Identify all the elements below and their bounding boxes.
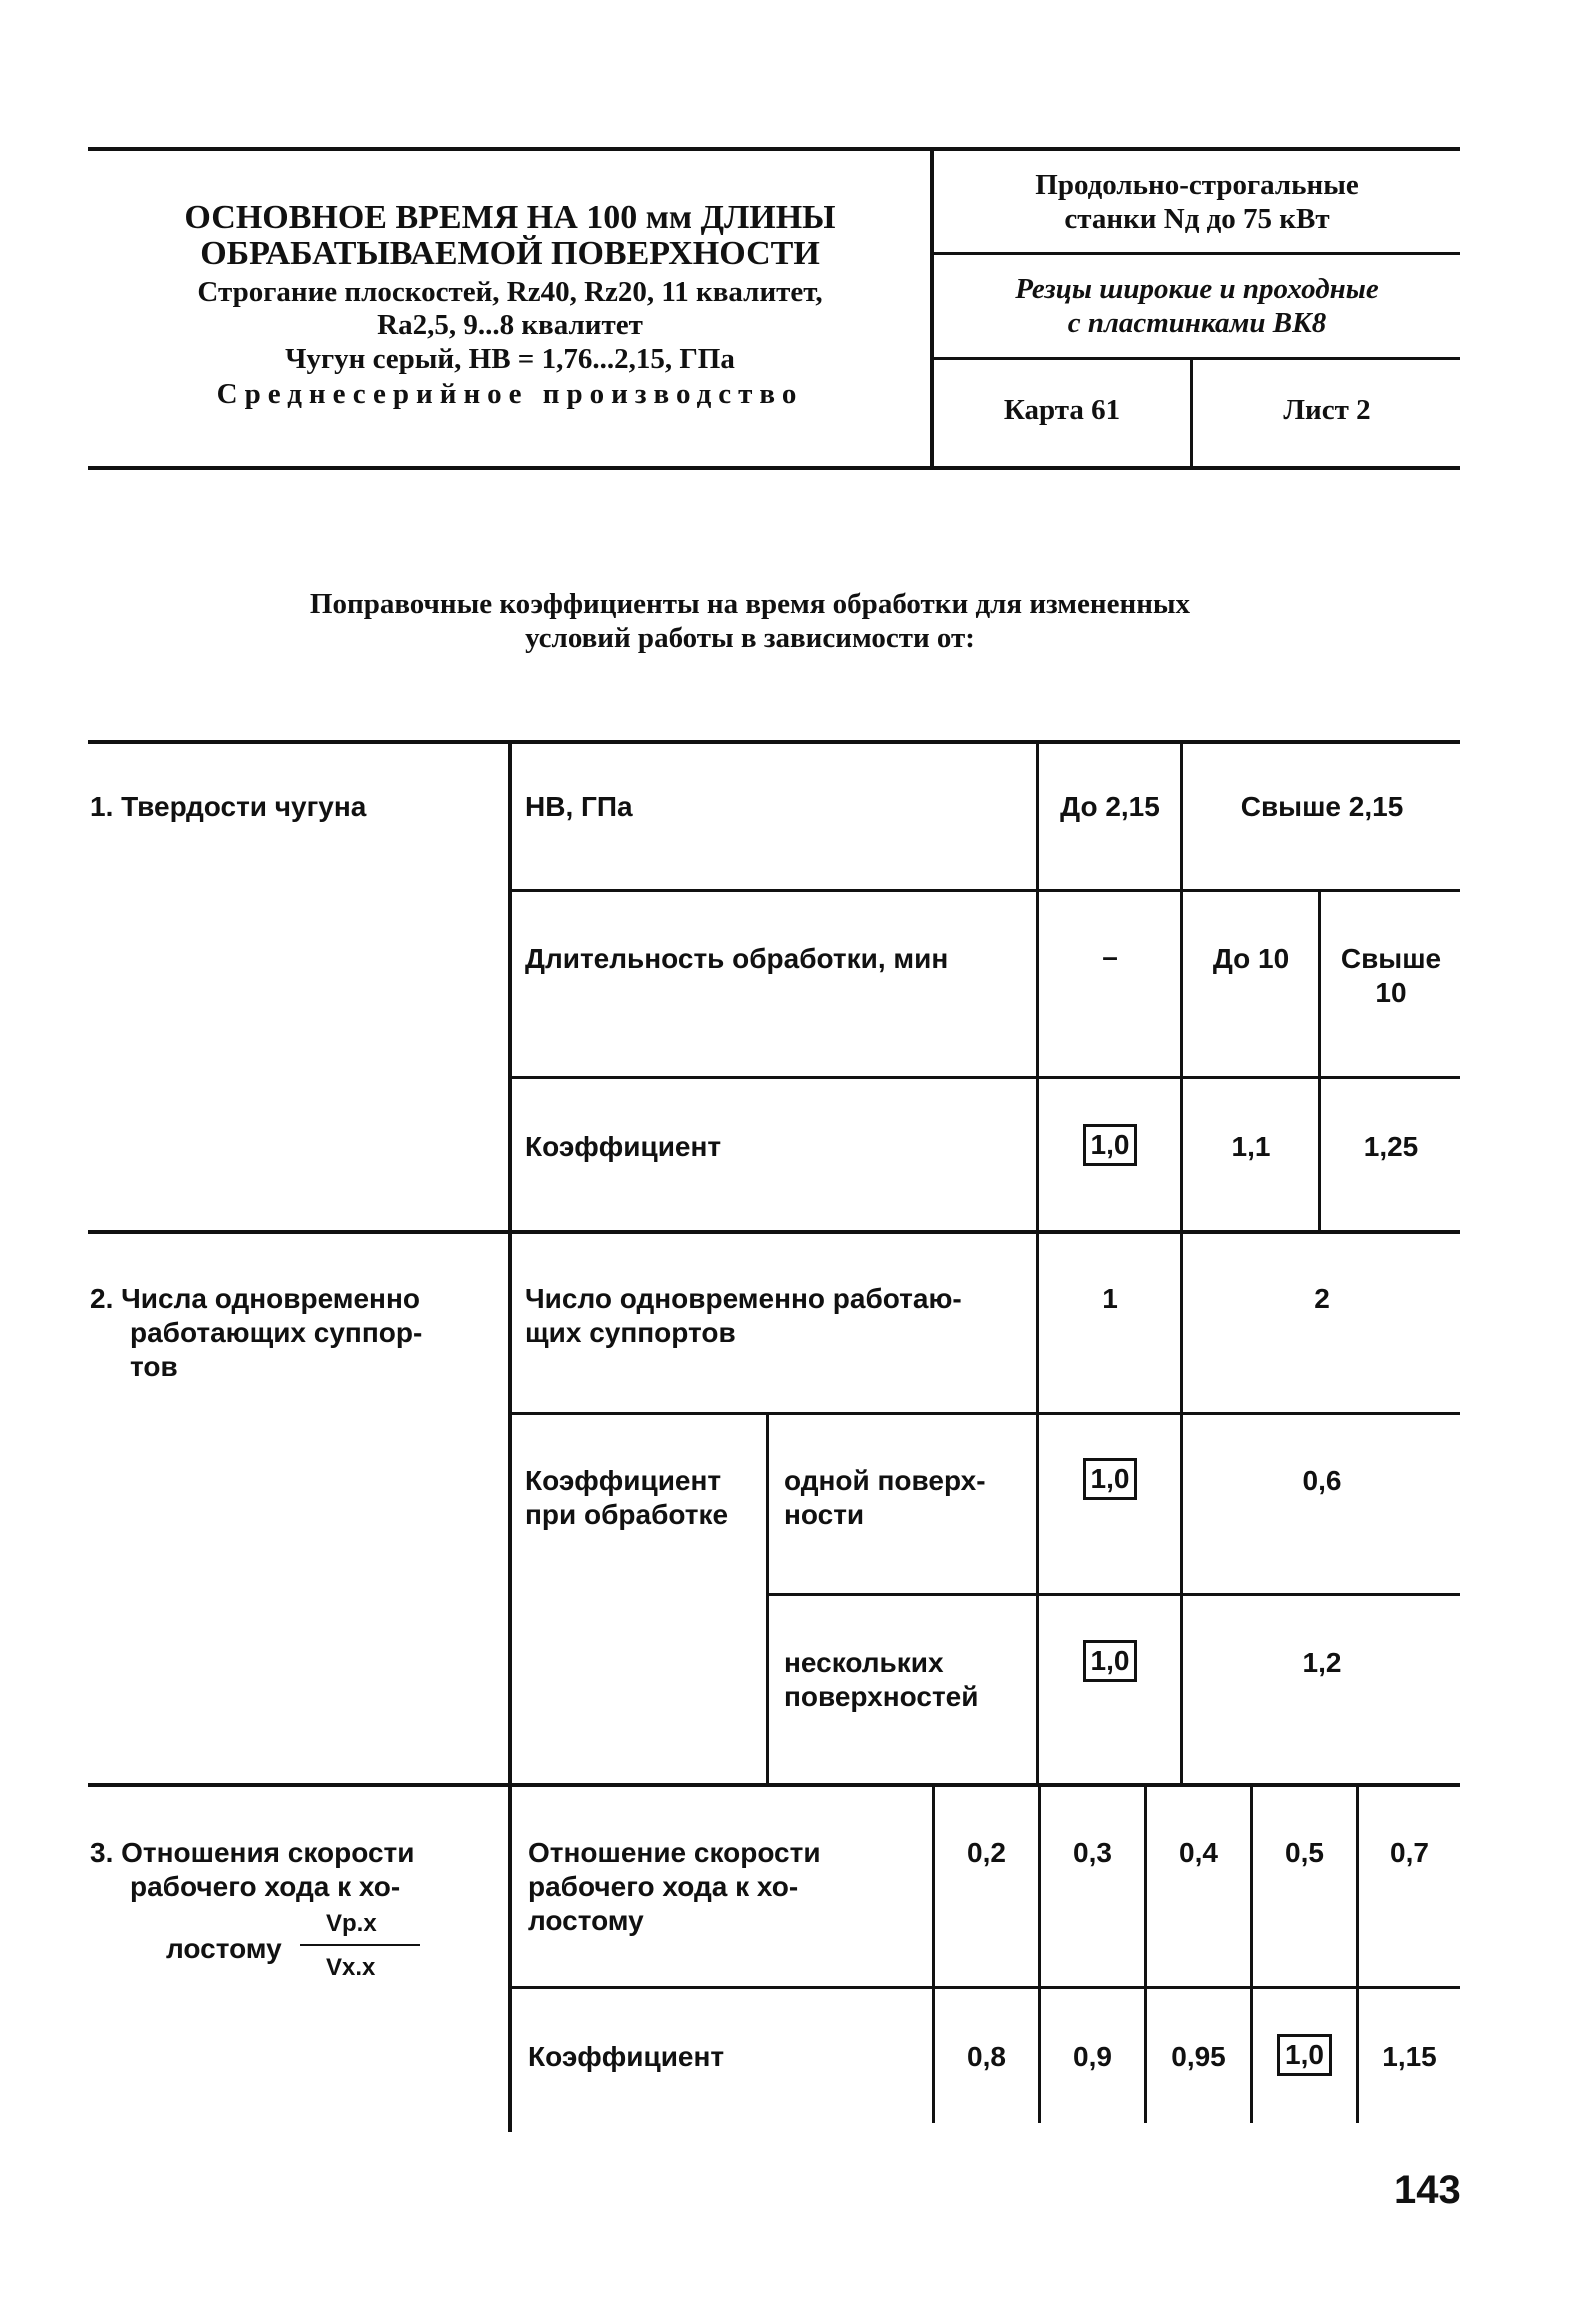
s3-coef-4-cell	[1253, 2034, 1356, 2076]
s3-coef-1: 0,8	[967, 2041, 1006, 2072]
s1-over: Свыше 2,15	[1240, 791, 1404, 822]
s3-frac-den: Vх.х	[326, 1954, 376, 1981]
s3-coef-2: 0,9	[1073, 2041, 1112, 2072]
s2-label-1: 2. Числа одновременно	[90, 1283, 420, 1314]
s3-coef-label: Коэффициент	[528, 2041, 725, 2072]
s2-row-rule-2	[766, 1593, 1460, 1596]
header-production: Среднесерийное производство	[216, 378, 804, 410]
header-tools-line1: Резцы широкие и проходные	[1015, 273, 1379, 305]
s2-several-1: нескольких	[784, 1647, 944, 1678]
s2-count-label-2: щих суппортов	[525, 1317, 736, 1348]
s1-col-rule-3	[1318, 889, 1321, 1230]
header-sheet: Лист 2	[1283, 394, 1371, 426]
s2-one-coef-2: 0,6	[1302, 1465, 1342, 1496]
section2-bottom-rule	[88, 1783, 1460, 1787]
s3-ratio-2: 0,3	[1073, 1837, 1112, 1868]
s3-ratio-5: 0,7	[1390, 1837, 1429, 1868]
s2-col-rule-1	[1036, 1230, 1039, 1783]
s2-one-coef-1: 1,0	[1083, 1458, 1138, 1500]
s1-coef-1: 1,0	[1083, 1124, 1138, 1166]
s2-coef-label-1: Коэффициент	[525, 1465, 722, 1496]
s2-count-1: 1	[1102, 1283, 1118, 1314]
s3-frac-num: Vр.х	[326, 1910, 377, 1937]
s1-col-rule-1	[1036, 740, 1039, 1230]
s1-duration-over-1: Свыше	[1340, 943, 1442, 974]
s1-duration-upto: До 10	[1212, 943, 1290, 974]
header-right-rule-2	[930, 357, 1460, 360]
header-sub-line1: Строгание плоскостей, Rz40, Rz20, 11 квалитет,	[197, 276, 823, 308]
caption-line2: условий работы в зависимости от:	[525, 622, 975, 654]
s2-coef-label-2: при обработке	[525, 1499, 729, 1530]
s3-label-3: лостому	[166, 1933, 282, 1964]
caption-line1: Поправочные коэффициенты на время обработки для измененных	[309, 588, 1191, 620]
header-machine-line1: Продольно-строгальные	[1035, 169, 1359, 201]
page-number: 143	[1394, 2168, 1461, 2212]
s1-upto: До 2,15	[1060, 791, 1160, 822]
header-top-rule	[88, 147, 1460, 151]
s3-ratio-1: 0,2	[967, 1837, 1006, 1868]
table-top-rule	[88, 740, 1460, 744]
s2-several-coef-2: 1,2	[1302, 1647, 1342, 1678]
label-column-divider	[508, 740, 512, 2132]
s1-hb-label: HB, ГПа	[525, 791, 633, 822]
s2-label-2: работающих суппор-	[130, 1317, 423, 1348]
s2-row-rule-1	[508, 1412, 1460, 1415]
s3-ratio-3: 0,4	[1179, 1837, 1218, 1868]
s3-coef-5: 1,15	[1382, 2041, 1437, 2072]
s1-label: 1. Твердости чугуна	[90, 791, 367, 822]
header-right-rule-1	[930, 252, 1460, 255]
s1-duration-over-2: 10	[1375, 977, 1407, 1008]
header-title-line2: ОБРАБАТЫВАЕМОЙ ПОВЕРХНОСТИ	[200, 235, 820, 272]
s3-ratio-4: 0,5	[1285, 1837, 1324, 1868]
header-sub-line2: Ra2,5, 9...8 квалитет	[377, 309, 643, 341]
s2-label-3: тов	[130, 1351, 178, 1382]
s3-label-1: 3. Отношения скорости	[90, 1837, 415, 1868]
s1-coef-label: Коэффициент	[525, 1131, 722, 1162]
s1-coef-2: 1,1	[1231, 1131, 1271, 1162]
s2-several-coef-1: 1,0	[1083, 1640, 1138, 1682]
header-tools-line2: с пластинками ВК8	[1067, 307, 1327, 339]
s3-coef-4: 1,0	[1277, 2034, 1332, 2076]
s3-row-rule-1	[508, 1986, 1460, 1989]
s2-one-surface-1: одной поверх-	[784, 1465, 986, 1496]
header-bottom-rule	[88, 466, 1460, 470]
s3-ratio-label-1: Отношение скорости	[528, 1837, 821, 1868]
s2-one-coef-1-cell	[1040, 1458, 1180, 1500]
s2-col-rule-sub	[766, 1412, 769, 1783]
s1-duration-label: Длительность обработки, мин	[525, 943, 949, 974]
s2-col-rule-2	[1180, 1230, 1183, 1783]
header-card-divider	[1190, 357, 1193, 467]
s3-coef-3: 0,95	[1171, 2041, 1226, 2072]
s1-coef-3: 1,25	[1363, 1131, 1419, 1162]
header-title-line1: ОСНОВНОЕ ВРЕМЯ НА 100 мм ДЛИНЫ	[184, 199, 836, 236]
s3-label-2: рабочего хода к хо-	[130, 1871, 401, 1902]
s1-duration-dash: –	[1102, 941, 1118, 972]
header-machine-line2: станки Nд до 75 кВт	[1064, 203, 1330, 235]
section1-bottom-rule	[88, 1230, 1460, 1234]
s2-one-surface-2: ности	[784, 1499, 865, 1530]
header-sub-line3: Чугун серый, HB = 1,76...2,15, ГПа	[285, 343, 735, 375]
s2-count-2: 2	[1314, 1283, 1330, 1314]
s1-col-rule-2	[1180, 740, 1183, 1230]
s2-several-coef-1-cell	[1040, 1640, 1180, 1682]
s3-ratio-label-2: рабочего хода к хо-	[528, 1871, 799, 1902]
s2-several-2: поверхностей	[784, 1681, 979, 1712]
s3-frac-bar	[300, 1944, 420, 1946]
s1-coef-1-cell	[1040, 1124, 1180, 1166]
s2-count-label-1: Число одновременно работаю-	[525, 1283, 962, 1314]
header-card: Карта 61	[1003, 394, 1121, 426]
s3-ratio-label-3: лостому	[528, 1905, 644, 1936]
